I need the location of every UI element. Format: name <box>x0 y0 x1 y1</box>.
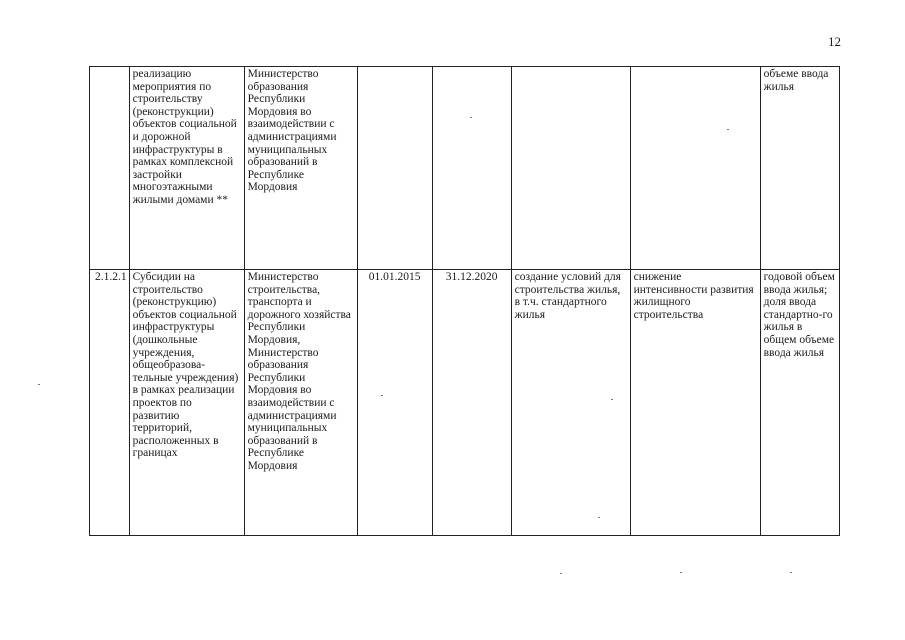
executor-cell: Министерство строительства, транспорта и дорожного хозяйства Республики Мордовия, Министерство образования Республики Мордовия во взаимодействии с администрациями муниципальных образований в Республике Мордовия <box>244 270 357 536</box>
indicator-cell: объеме ввода жилья <box>760 67 839 270</box>
scan-speck <box>38 384 40 385</box>
indicator-cell: годовой объем ввода жилья; доля ввода стандартно-го жилья в общем объеме ввода жилья <box>760 270 839 536</box>
item-number-cell <box>90 67 130 270</box>
event-cell: Субсидии на строительство (реконструкцию) объектов социальной инфраструктуры (дошкольные учреждения, общеобразова-тельные учреждения) в рамках реализации проектов по развитию территорий, расположенных в границах <box>129 270 244 536</box>
program-table <box>89 66 840 536</box>
scan-speck <box>790 572 792 573</box>
executor-cell: Министерство образования Республики Мордовия во взаимодействии с администрациями муниципальных образований в Республике Мордовия <box>244 67 357 270</box>
table-row <box>90 67 840 270</box>
table-row <box>90 270 840 536</box>
end-date-cell: 31.12.2020 <box>432 270 511 536</box>
start-date-cell: 01.01.2015 <box>357 270 432 536</box>
item-number-cell: 2.1.2.1 <box>90 270 130 536</box>
scan-speck <box>598 517 600 518</box>
scan-speck <box>470 117 472 118</box>
consequence-cell <box>630 67 760 270</box>
scan-speck <box>680 572 682 573</box>
event-cell: реализацию мероприятия по строительству (реконструкции) объектов социальной и дорожной инфраструктуры в рамках комплексной застройки многоэтажными жилыми домами ** <box>129 67 244 270</box>
expected-result-cell: создание условий для строительства жилья, в т.ч. стандартного жилья <box>511 270 630 536</box>
scan-speck <box>611 399 613 400</box>
consequence-cell: снижение интенсивности развития жилищного строительства <box>630 270 760 536</box>
page-number: 12 <box>828 34 841 49</box>
start-date-cell <box>357 67 432 270</box>
expected-result-cell <box>511 67 630 270</box>
end-date-cell <box>432 67 511 270</box>
scan-speck <box>381 395 383 396</box>
scan-speck <box>560 573 562 574</box>
scan-speck <box>727 129 729 130</box>
